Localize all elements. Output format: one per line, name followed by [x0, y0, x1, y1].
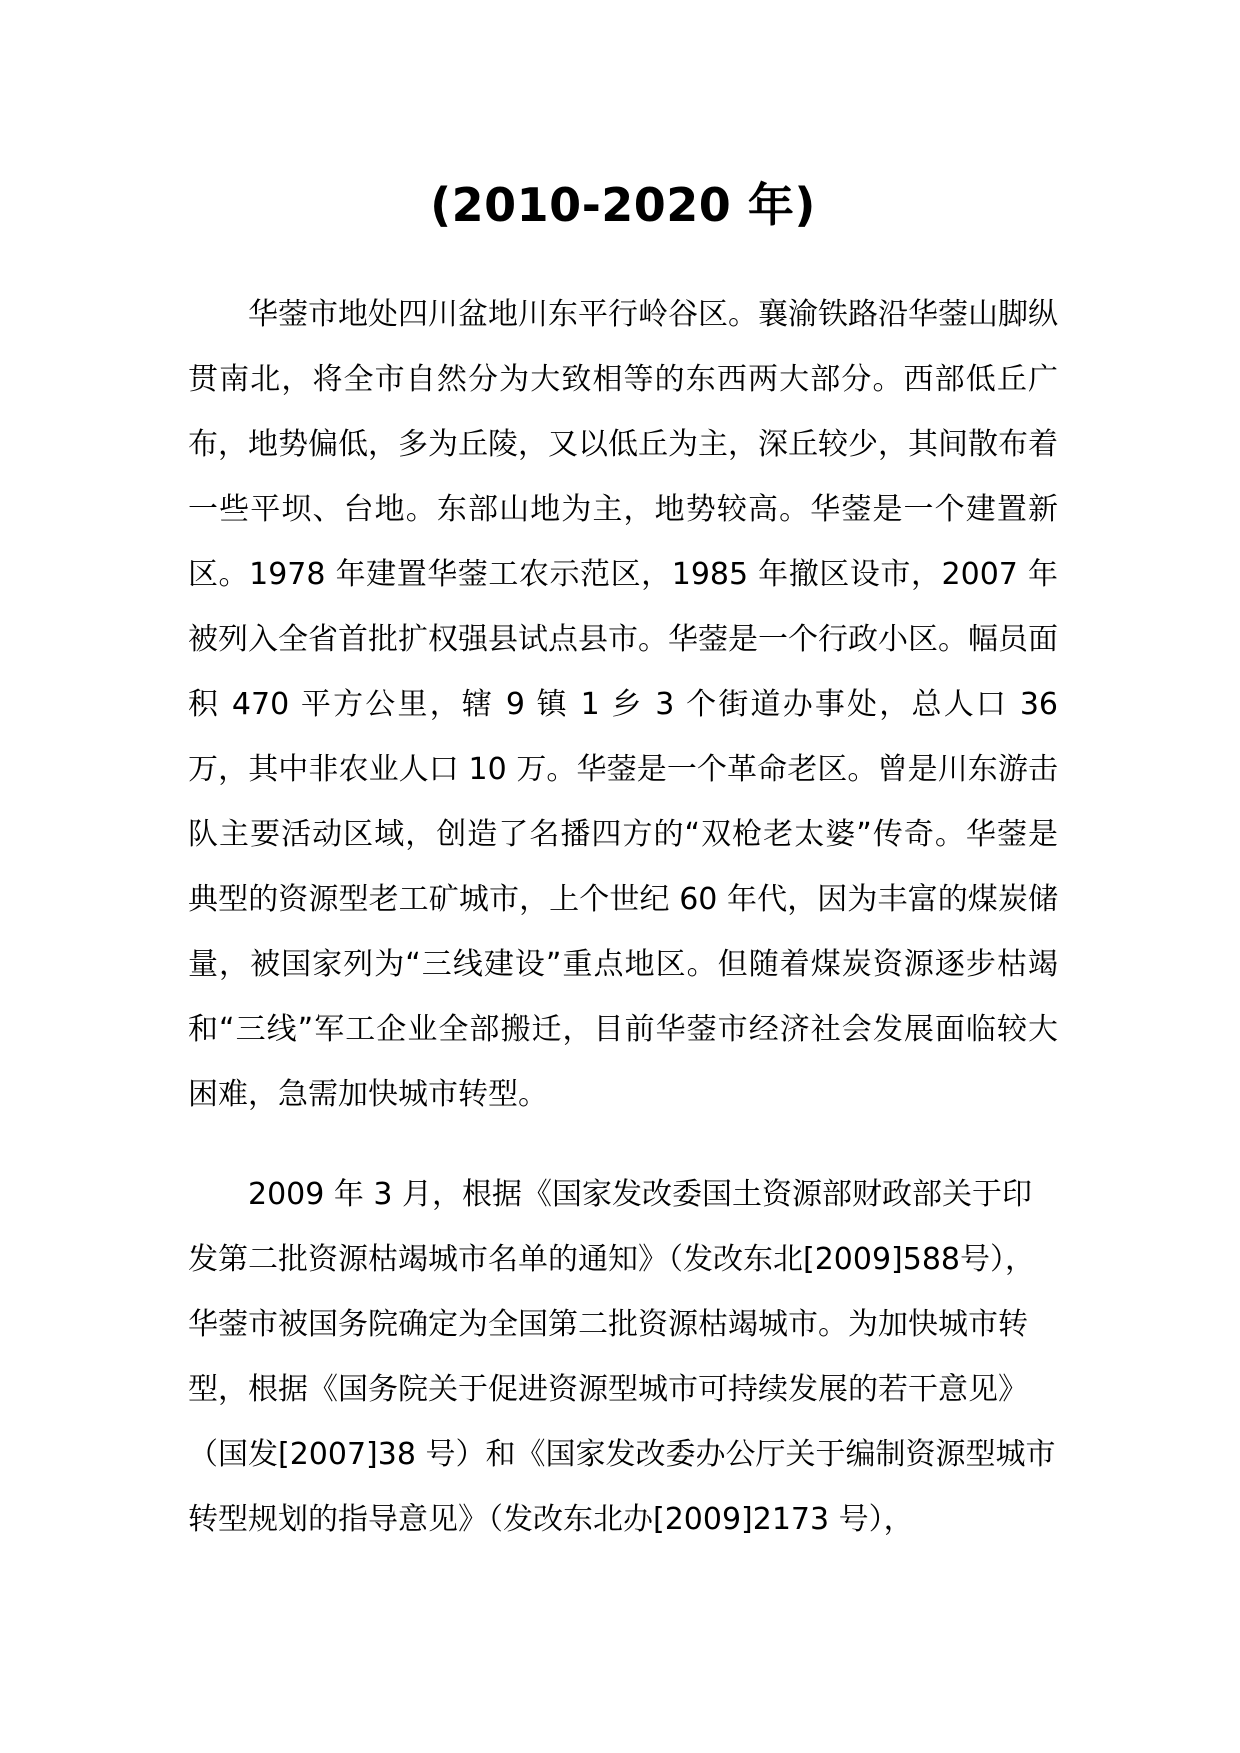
paragraph-overview: 华蓥市地处四川盆地川东平行岭谷区。襄渝铁路沿华蓥山脚纵贯南北，将全市自然分为大致相等的东西两大部分。西部低丘广布，地势偏低，多为丘陵，又以低丘为主，深丘较少，其间散布着一些平坝、台地。东部山地为主，地势较高。华蓥是一个建置新区。1978 年建置华蓥工农示范区，1985 年撤区设市，2007 年被列入全省首批扩权强县试点县市。华蓥是一个行政小区。幅员面积 470 平方公里，辖 9 镇 1 乡 3 个街道办事处，总人口 36 万，其中非农业人口 10 万。华蓥是一个革命老区。曾是川东游击队主要活动区域，创造了名播四方的“双枪老太婆”传奇。华蓥是典型的资源型老工矿城市，上个世纪 60 年代，因为丰富的煤炭储量，被国家列为“三线建设”重点地区。但随着煤炭资源逐步枯竭和“三线”军工企业全部搬迁，目前华蓥市经济社会发展面临较大困难，急需加快城市转型。 — [188, 297, 1058, 1112]
paragraph-policy: 2009 年 3 月，根据《国家发改委国土资源部财政部关于印发第二批资源枯竭城市名单的通知》（发改东北[2009]588号），华蓥市被国务院确定为全国第二批资源枯竭城市。为加快城市转型，根据《国务院关于促进资源型城市可持续发展的若干意见》（国发[2007]38 号）和《国家发改委办公厅关于编制资源型城市转型规划的指导意见》（发改东北办[2009]2173 号）， — [188, 1177, 1056, 1537]
document-title: (2010-2020 年) — [430, 178, 816, 232]
document-page — [188, 0, 1058, 1753]
